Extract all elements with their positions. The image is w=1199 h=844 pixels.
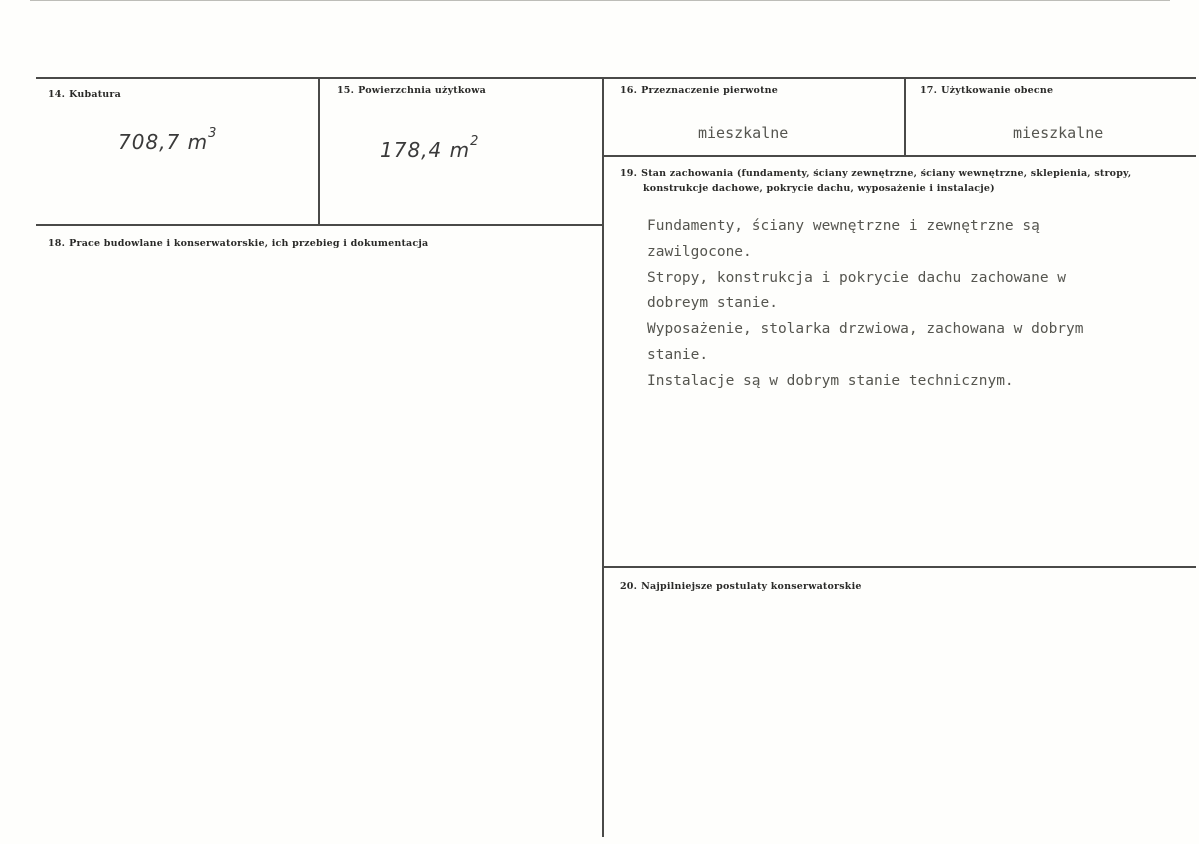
field-19-line: stanie.	[647, 346, 709, 363]
grid-line-row3-right	[604, 566, 1196, 568]
field-20-number: 20.	[620, 581, 638, 592]
field-15-value-text: 178,4 m	[380, 138, 471, 162]
field-16-value: mieszkalne	[698, 124, 789, 142]
field-14-value-exponent: 3	[208, 126, 218, 142]
field-15-label	[337, 84, 486, 97]
field-20-label	[620, 580, 862, 593]
field-17-title: Użytkowanie obecne	[941, 85, 1054, 96]
field-19-label	[620, 167, 1131, 180]
field-18-title: Prace budowlane i konserwatorskie, ich przebieg i dokumentacja	[69, 238, 429, 249]
grid-line-row1-right	[604, 155, 1196, 157]
field-14-value	[118, 126, 218, 154]
grid-line-top	[36, 77, 1196, 79]
page-top-edge	[30, 0, 1170, 1]
field-19-line: dobreym stanie.	[647, 295, 778, 312]
grid-line-col3	[904, 77, 906, 156]
field-15-title: Powierzchnia użytkowa	[358, 85, 486, 96]
field-20-title: Najpilniejsze postulaty konserwatorskie	[641, 581, 862, 592]
field-16-title: Przeznaczenie pierwotne	[641, 85, 779, 96]
field-19-line: Stropy, konstrukcja i pokrycie dachu zachowane w	[647, 269, 1067, 286]
field-14-value-text: 708,7 m	[118, 130, 209, 154]
field-14-title: Kubatura	[69, 89, 121, 100]
field-19-number: 19.	[620, 168, 638, 179]
field-18-label	[48, 237, 428, 250]
field-15-number: 15.	[337, 85, 355, 96]
grid-line-col2	[602, 77, 604, 837]
field-19-title-line1: Stan zachowania (fundamenty, ściany zewnętrzne, ściany wewnętrzne, sklepienia, stropy,	[641, 168, 1132, 179]
field-19-line: zawilgocone.	[647, 243, 752, 260]
grid-line-col1	[318, 77, 320, 225]
grid-line-row1-left	[36, 224, 604, 226]
field-15-value	[380, 134, 480, 162]
field-17-label	[920, 84, 1053, 97]
field-17-value: mieszkalne	[1013, 124, 1104, 142]
field-19-label-line2: konstrukcje dachowe, pokrycie dachu, wyposażenie i instalacje)	[643, 183, 995, 194]
field-16-number: 16.	[620, 85, 638, 96]
field-15-value-exponent: 2	[470, 134, 480, 150]
field-14-label	[48, 88, 121, 101]
field-19-line: Fundamenty, ściany wewnętrzne i zewnętrzne są	[647, 218, 1040, 234]
field-17-number: 17.	[920, 85, 938, 96]
field-19-value	[647, 214, 1187, 395]
field-18-number: 18.	[48, 238, 66, 249]
field-16-label	[620, 84, 778, 97]
field-14-number: 14.	[48, 89, 66, 100]
field-19-line: Wyposażenie, stolarka drzwiowa, zachowana w dobrym	[647, 321, 1084, 338]
field-19-line: Instalacje są w dobrym stanie technicznym.	[647, 372, 1014, 389]
